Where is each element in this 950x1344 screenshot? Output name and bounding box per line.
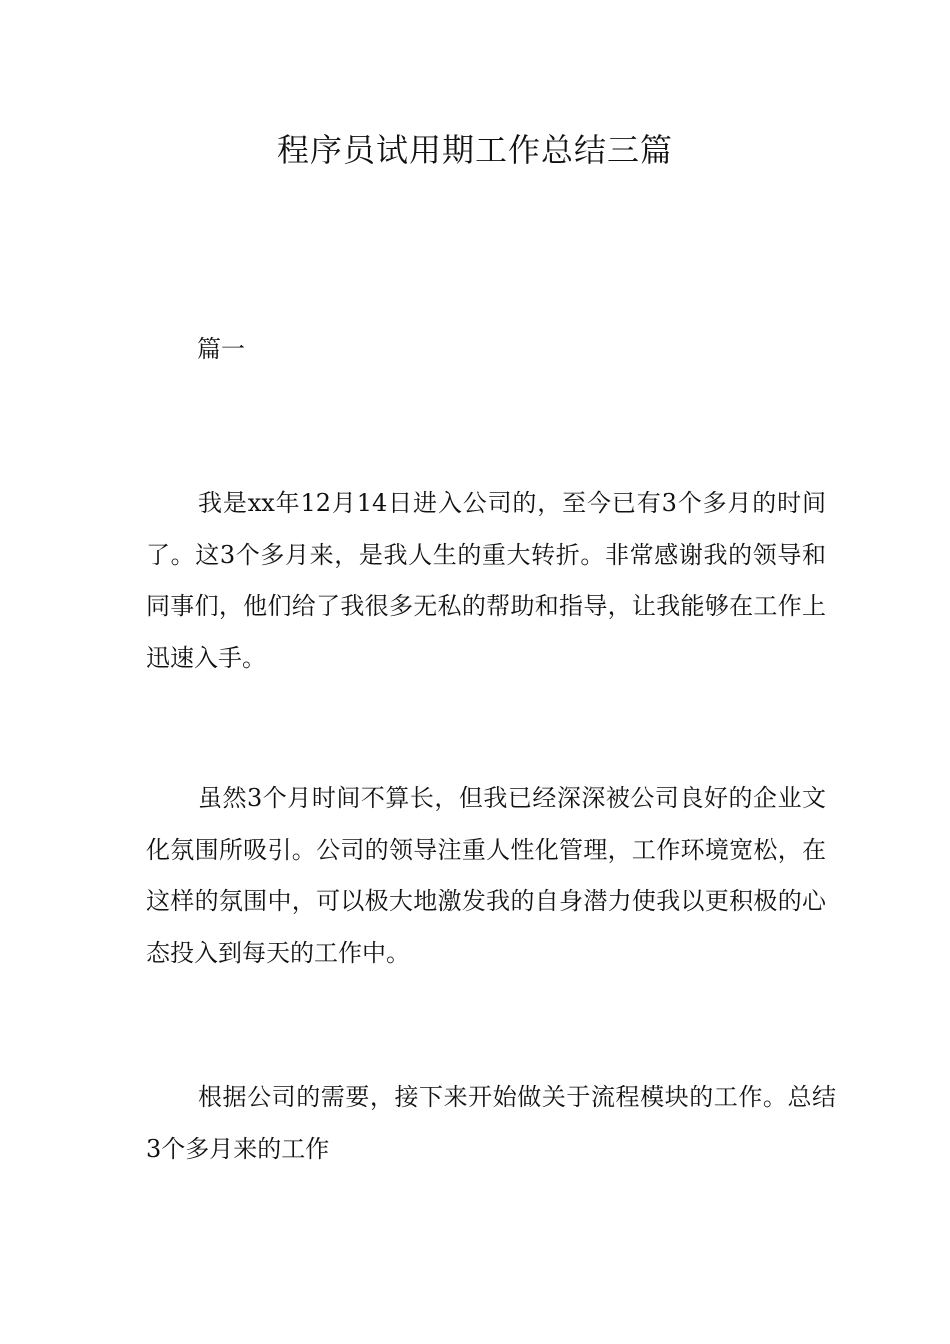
paragraph-2: 虽然3个月时间不算长，但我已经深深被公司良好的企业文化氛围所吸引。公司的领导注重人性化管理，工作环境宽松，在这样的氛围中，可以极大地激发我的自身潜力使我以更积极的心态投入到每天的工作中。	[146, 784, 826, 967]
section-label: 篇一	[197, 335, 245, 363]
paragraph-3: 根据公司的需要，接下来开始做关于流程模块的工作。总结3个多月来的工作	[146, 1083, 836, 1163]
paragraph-1: 我是xx年12月14日进入公司的，至今已有3个多月的时间了。这3个多月来，是我人生的重大转折。非常感谢我的领导和同事们，他们给了我很多无私的帮助和指导，让我能够在工作上迅速入手。	[146, 489, 826, 672]
document-title: 程序员试用期工作总结三篇	[276, 131, 673, 169]
